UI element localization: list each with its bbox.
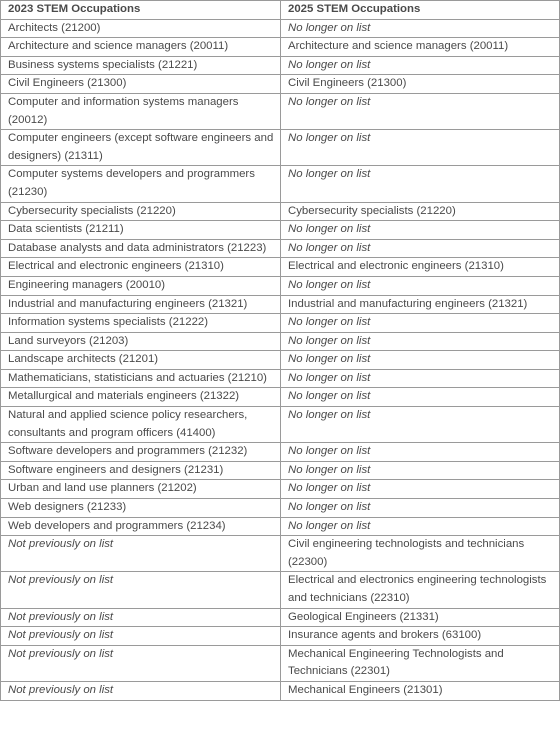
cell-2025: Industrial and manufacturing engineers (21321) xyxy=(281,295,560,314)
table-row xyxy=(1,221,560,240)
table-row xyxy=(1,75,560,94)
cell-2025: No longer on list xyxy=(281,499,560,518)
table-row xyxy=(1,388,560,407)
cell-2025: No longer on list xyxy=(281,388,560,407)
cell-2023: Electrical and electronic engineers (21310) xyxy=(1,258,281,277)
cell-2025: No longer on list xyxy=(281,276,560,295)
header-2023: 2023 STEM Occupations xyxy=(1,1,281,20)
cell-2025: Mechanical Engineers (21301) xyxy=(281,681,560,700)
cell-2025: No longer on list xyxy=(281,221,560,240)
table-row xyxy=(1,38,560,57)
table-row xyxy=(1,239,560,258)
cell-2023: Industrial and manufacturing engineers (21321) xyxy=(1,295,281,314)
table-row xyxy=(1,258,560,277)
cell-2025: Electrical and electronics engineering technologists and technicians (22310) xyxy=(281,572,560,608)
table-row xyxy=(1,19,560,38)
cell-2023: Software engineers and designers (21231) xyxy=(1,461,281,480)
cell-2025: No longer on list xyxy=(281,461,560,480)
table-row xyxy=(1,443,560,462)
table-row xyxy=(1,56,560,75)
cell-2023: Not previously on list xyxy=(1,645,281,681)
cell-2023: Data scientists (21211) xyxy=(1,221,281,240)
cell-2023: Not previously on list xyxy=(1,681,281,700)
table-row xyxy=(1,295,560,314)
cell-2025: Geological Engineers (21331) xyxy=(281,608,560,627)
table-row xyxy=(1,572,560,608)
cell-2023: Computer engineers (except software engineers and designers) (21311) xyxy=(1,130,281,166)
table-row xyxy=(1,166,560,202)
cell-2025: No longer on list xyxy=(281,166,560,202)
table-row xyxy=(1,202,560,221)
table-row xyxy=(1,351,560,370)
table-row xyxy=(1,130,560,166)
table-row xyxy=(1,332,560,351)
table-row xyxy=(1,461,560,480)
cell-2025: Civil engineering technologists and technicians (22300) xyxy=(281,536,560,572)
table-row xyxy=(1,480,560,499)
cell-2025: No longer on list xyxy=(281,332,560,351)
cell-2025: No longer on list xyxy=(281,239,560,258)
cell-2023: Natural and applied science policy researchers, consultants and program officers (41400) xyxy=(1,407,281,443)
cell-2025: No longer on list xyxy=(281,517,560,536)
cell-2025: Civil Engineers (21300) xyxy=(281,75,560,94)
cell-2025: No longer on list xyxy=(281,443,560,462)
cell-2023: Land surveyors (21203) xyxy=(1,332,281,351)
table-row xyxy=(1,93,560,129)
cell-2023: Web developers and programmers (21234) xyxy=(1,517,281,536)
cell-2023: Business systems specialists (21221) xyxy=(1,56,281,75)
cell-2023: Cybersecurity specialists (21220) xyxy=(1,202,281,221)
cell-2025: No longer on list xyxy=(281,130,560,166)
cell-2023: Web designers (21233) xyxy=(1,499,281,518)
table-row xyxy=(1,314,560,333)
cell-2025: No longer on list xyxy=(281,369,560,388)
cell-2023: Not previously on list xyxy=(1,627,281,646)
table-body xyxy=(1,19,560,700)
cell-2023: Architects (21200) xyxy=(1,19,281,38)
cell-2023: Not previously on list xyxy=(1,536,281,572)
cell-2023: Landscape architects (21201) xyxy=(1,351,281,370)
cell-2023: Metallurgical and materials engineers (21322) xyxy=(1,388,281,407)
cell-2023: Not previously on list xyxy=(1,608,281,627)
cell-2025: Mechanical Engineering Technologists and Technicians (22301) xyxy=(281,645,560,681)
cell-2023: Engineering managers (20010) xyxy=(1,276,281,295)
cell-2023: Architecture and science managers (20011) xyxy=(1,38,281,57)
cell-2023: Not previously on list xyxy=(1,572,281,608)
cell-2025: No longer on list xyxy=(281,351,560,370)
cell-2023: Civil Engineers (21300) xyxy=(1,75,281,94)
table-row xyxy=(1,536,560,572)
cell-2025: No longer on list xyxy=(281,19,560,38)
cell-2025: No longer on list xyxy=(281,56,560,75)
cell-2023: Information systems specialists (21222) xyxy=(1,314,281,333)
cell-2025: Electrical and electronic engineers (21310) xyxy=(281,258,560,277)
table-row xyxy=(1,276,560,295)
table-row xyxy=(1,369,560,388)
cell-2025: No longer on list xyxy=(281,314,560,333)
table-row xyxy=(1,407,560,443)
cell-2023: Mathematicians, statisticians and actuaries (21210) xyxy=(1,369,281,388)
table-row xyxy=(1,681,560,700)
cell-2023: Software developers and programmers (21232) xyxy=(1,443,281,462)
table-row xyxy=(1,608,560,627)
header-row xyxy=(1,1,560,20)
cell-2025: Cybersecurity specialists (21220) xyxy=(281,202,560,221)
cell-2023: Urban and land use planners (21202) xyxy=(1,480,281,499)
cell-2025: No longer on list xyxy=(281,407,560,443)
header-2025: 2025 STEM Occupations xyxy=(281,1,560,20)
cell-2025: Insurance agents and brokers (63100) xyxy=(281,627,560,646)
table-row xyxy=(1,645,560,681)
cell-2025: No longer on list xyxy=(281,480,560,499)
cell-2023: Database analysts and data administrators (21223) xyxy=(1,239,281,258)
table-row xyxy=(1,499,560,518)
table-row xyxy=(1,627,560,646)
cell-2025: Architecture and science managers (20011) xyxy=(281,38,560,57)
cell-2023: Computer and information systems managers (20012) xyxy=(1,93,281,129)
table-row xyxy=(1,517,560,536)
cell-2023: Computer systems developers and programmers (21230) xyxy=(1,166,281,202)
cell-2025: No longer on list xyxy=(281,93,560,129)
